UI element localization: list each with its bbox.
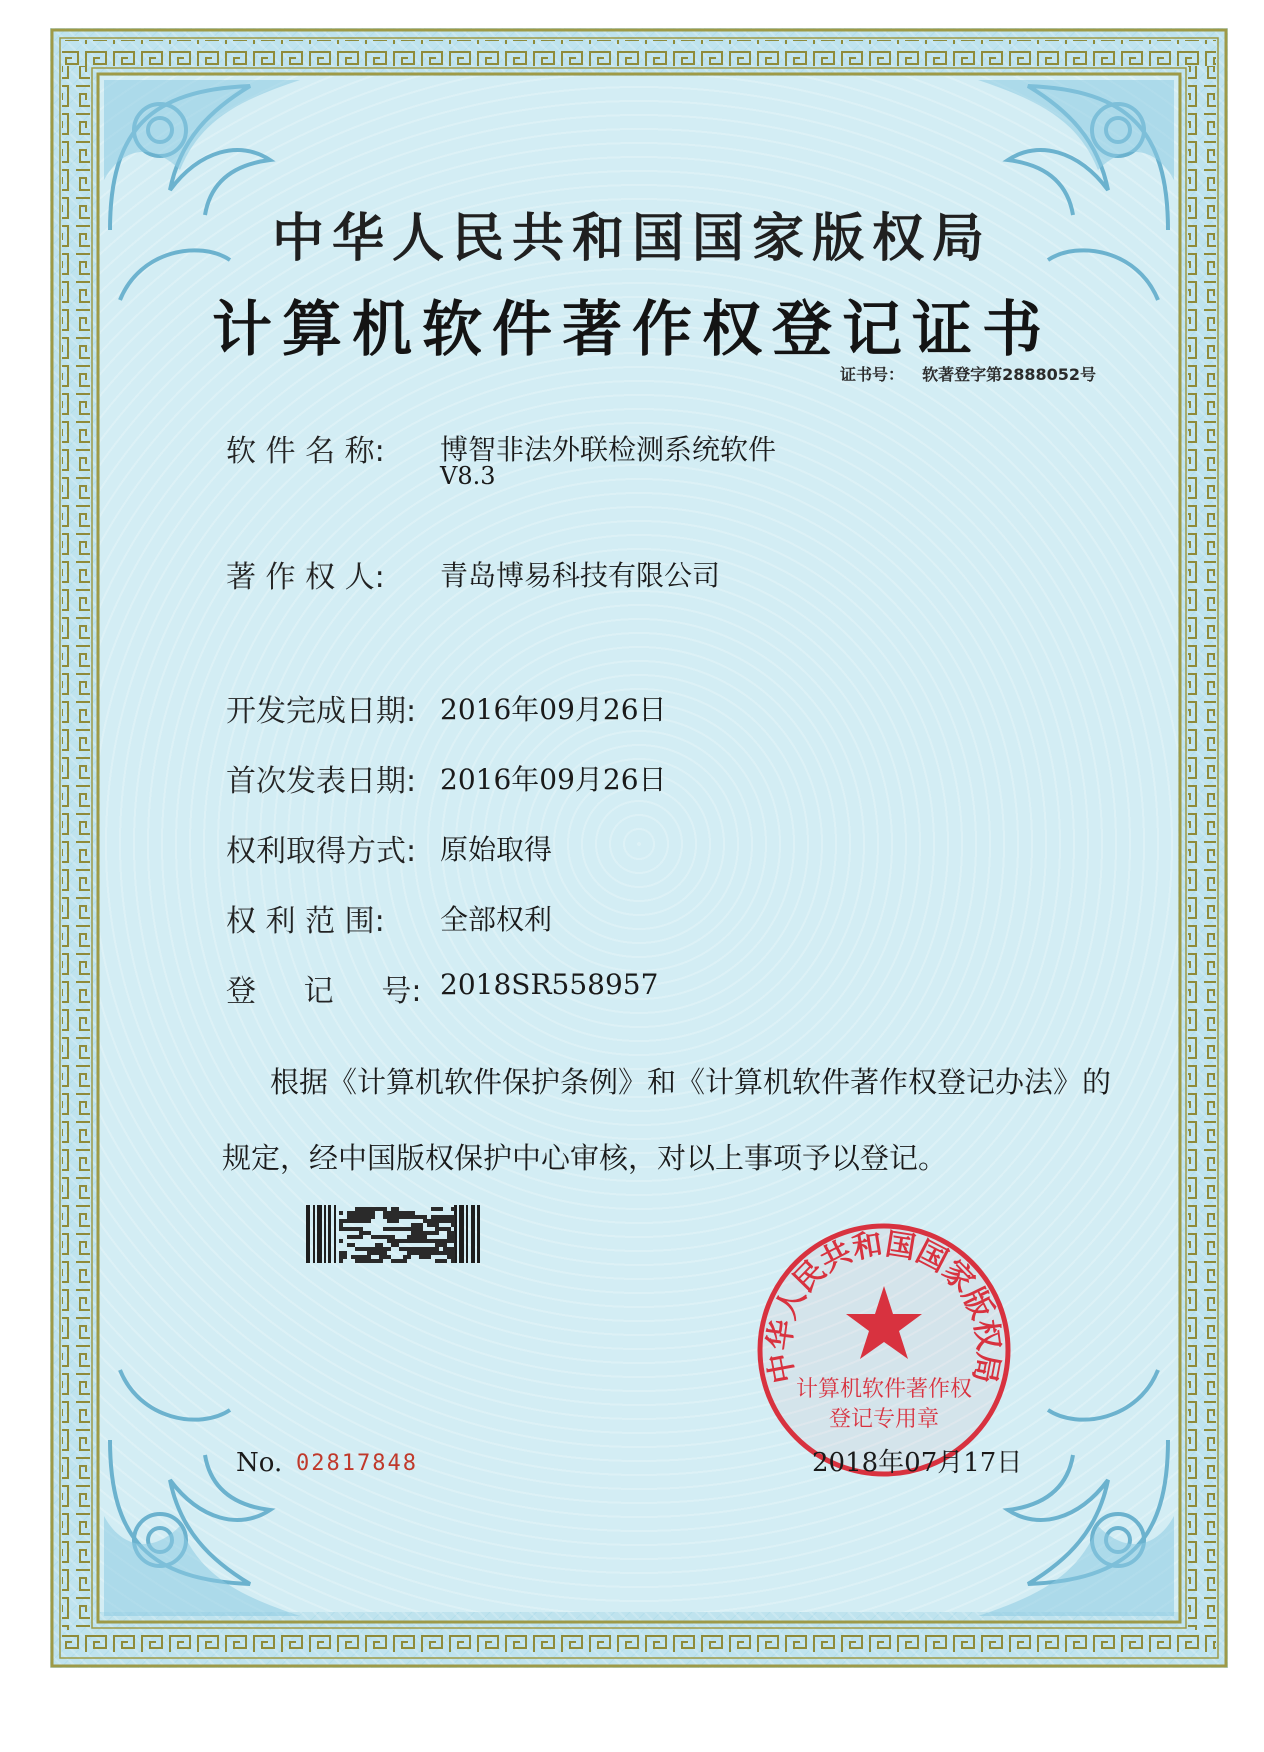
owner-label: 著 作 权 人: (226, 560, 385, 595)
seal-inner-line-2: 登记专用章 (828, 1407, 940, 1432)
certificate-number-value: 软著登字第2888052号 (922, 365, 1096, 384)
publish-date-label: 首次发表日期: (226, 764, 417, 799)
scope-value: 全部权利 (440, 903, 553, 936)
software-name-label: 软 件 名 称: (226, 434, 385, 469)
acquisition-label: 权利取得方式: (226, 834, 417, 869)
issuing-authority: 中华人民共和国国家版权局 (271, 209, 992, 269)
dev-date-value: 2016年09月26日 (440, 693, 667, 726)
software-name-value: 博智非法外联检测系统软件 (440, 433, 777, 466)
software-version-value: V8.3 (440, 462, 496, 490)
acquisition-value: 原始取得 (440, 833, 553, 866)
certificate-number-label: 证书号： (840, 365, 905, 384)
barcode (306, 1205, 480, 1263)
body-text-line-2: 规定，经中国版权保护中心审核，对以上事项予以登记。 (222, 1141, 948, 1175)
owner-value: 青岛博易科技有限公司 (440, 559, 721, 592)
scope-label: 权 利 范 围: (226, 904, 385, 939)
reg-no-label: 登 记 号: (226, 974, 422, 1009)
serial-no-label: No. (236, 1448, 283, 1478)
issue-date: 2018年07月17日 (812, 1448, 1023, 1478)
reg-no-value: 2018SR558957 (440, 968, 659, 1001)
certificate-title: 计算机软件著作权登记证书 (212, 295, 1052, 365)
body-text-line-1: 根据《计算机软件保护条例》和《计算机软件著作权登记办法》的 (270, 1065, 1112, 1099)
publish-date-value: 2016年09月26日 (440, 763, 667, 796)
seal-outer-text: 中华人民共和国国家版权局 (762, 1226, 1006, 1386)
seal-inner-line-1: 计算机软件著作权 (795, 1377, 973, 1402)
dev-date-label: 开发完成日期: (226, 694, 417, 729)
serial-no-value: 02817848 (296, 1451, 418, 1476)
certificate-number (840, 362, 1096, 385)
